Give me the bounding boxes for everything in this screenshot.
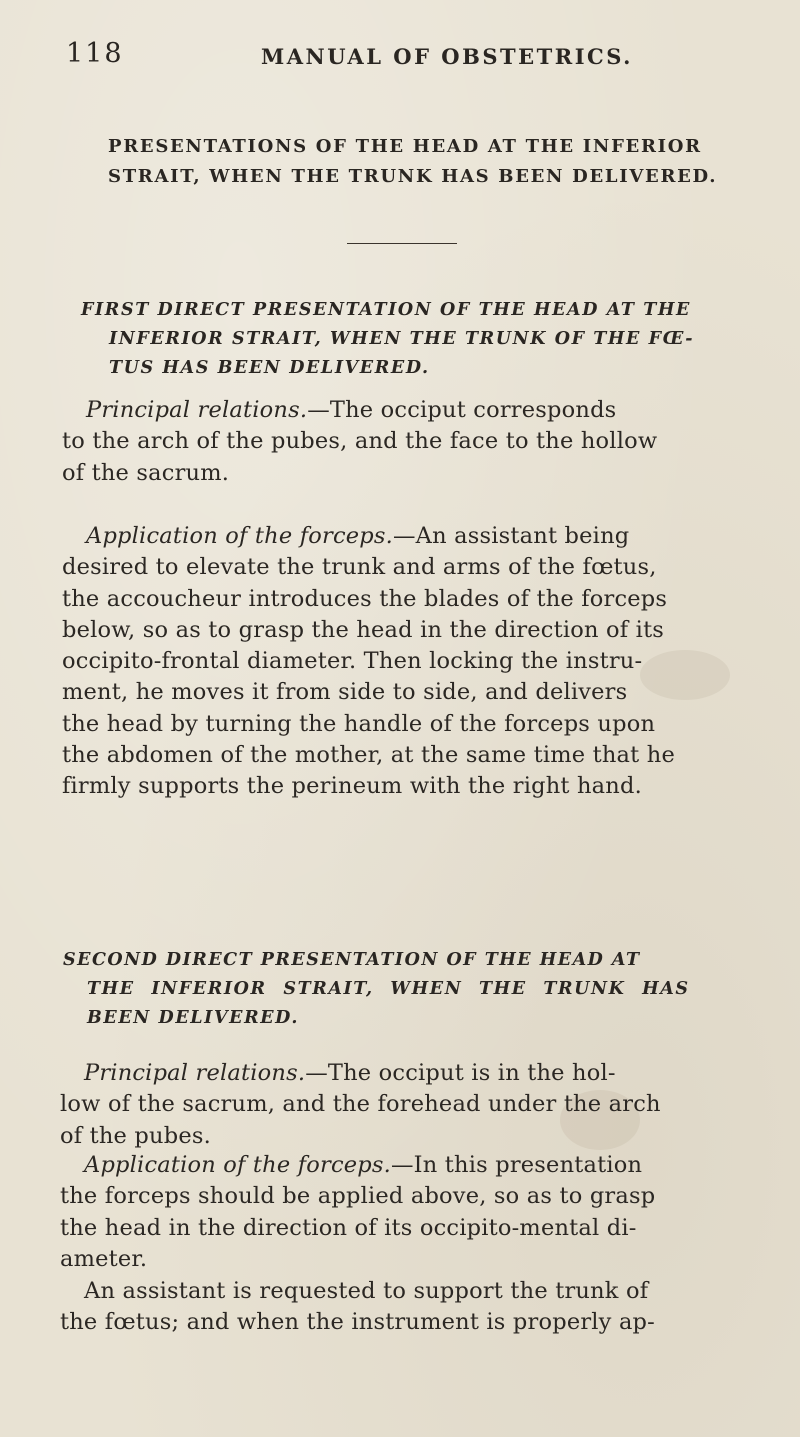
paragraph-text: —The occiput is in the hol- xyxy=(305,1060,616,1086)
paragraph-line: the head by turning the handle of the forceps upon xyxy=(62,710,656,737)
page-number: 118 xyxy=(66,38,124,69)
paragraph-line: the accoucheur introduces the blades of the forceps xyxy=(62,585,668,612)
paragraph-text: —The occiput corresponds xyxy=(307,397,617,423)
paragraph-line: low of the sacrum, and the forehead under the arch xyxy=(60,1091,661,1118)
paragraph-text: —An assistant being xyxy=(392,523,630,549)
section-heading-line: BEEN DELIVERED. xyxy=(87,1008,300,1028)
paragraph-line: below, so as to grasp the head in the direction of its xyxy=(62,616,665,643)
paragraph-line: An assistant is requested to support the trunk of xyxy=(84,1278,649,1304)
paragraph-principal-relations-first xyxy=(62,395,657,489)
run-in-label: Application of the forceps. xyxy=(84,1152,391,1178)
paragraph-line xyxy=(60,1058,661,1089)
paragraph-line: of the sacrum. xyxy=(62,459,230,486)
paragraph-application-second xyxy=(60,1150,655,1275)
section-heading-line: FIRST DIRECT PRESENTATION OF THE HEAD AT THE xyxy=(81,300,691,320)
section-heading-second xyxy=(63,946,690,1033)
paragraph-line: occipito-frontal diameter. Then locking the instru- xyxy=(62,648,643,675)
paragraph-line: to the arch of the pubes, and the face to the hollow xyxy=(62,428,658,455)
paragraph-line: the abdomen of the mother, at the same time that he xyxy=(62,742,675,769)
run-in-label: Principal relations. xyxy=(84,1060,306,1086)
paragraph-line: firmly supports the perineum with the right hand. xyxy=(62,773,642,800)
run-in-label: Principal relations. xyxy=(86,397,308,423)
paragraph-line xyxy=(62,521,675,552)
chapter-heading-line: PRESENTATIONS OF THE HEAD AT THE INFERIOR xyxy=(108,136,702,157)
run-in-label: Application of the forceps. xyxy=(86,523,393,549)
chapter-heading-line: STRAIT, WHEN THE TRUNK HAS BEEN DELIVERED. xyxy=(108,166,718,187)
heading-rule xyxy=(347,243,457,244)
chapter-heading xyxy=(108,132,768,192)
paragraph-application-first xyxy=(62,521,675,803)
paragraph-line: the forceps should be applied above, so as to grasp xyxy=(60,1183,656,1210)
paragraph-line: ameter. xyxy=(60,1245,148,1272)
paragraph-principal-relations-second xyxy=(60,1058,661,1152)
paragraph-line: the fœtus; and when the instrument is properly ap- xyxy=(60,1309,655,1336)
paragraph-text: —In this presentation xyxy=(390,1152,643,1178)
running-title: MANUAL OF OBSTETRICS. xyxy=(261,44,633,69)
paragraph-assistant xyxy=(60,1276,655,1339)
section-heading-line: SECOND DIRECT PRESENTATION OF THE HEAD AT xyxy=(63,950,641,970)
section-heading-line: INFERIOR STRAIT, WHEN THE TRUNK OF THE FŒ- xyxy=(109,329,695,349)
section-heading-line: THE INFERIOR STRAIT, WHEN THE TRUNK HAS xyxy=(87,979,690,999)
section-heading-first xyxy=(81,296,694,383)
section-heading-line: TUS HAS BEEN DELIVERED. xyxy=(109,358,430,378)
paragraph-line xyxy=(62,395,657,426)
paragraph-line xyxy=(60,1150,655,1181)
paragraph-line: of the pubes. xyxy=(60,1122,211,1149)
paragraph-line: desired to elevate the trunk and arms of the fœtus, xyxy=(62,554,657,581)
running-head xyxy=(66,38,766,78)
paragraph-line: the head in the direction of its occipito-mental di- xyxy=(60,1214,637,1241)
paragraph-line: ment, he moves it from side to side, and delivers xyxy=(62,679,628,706)
